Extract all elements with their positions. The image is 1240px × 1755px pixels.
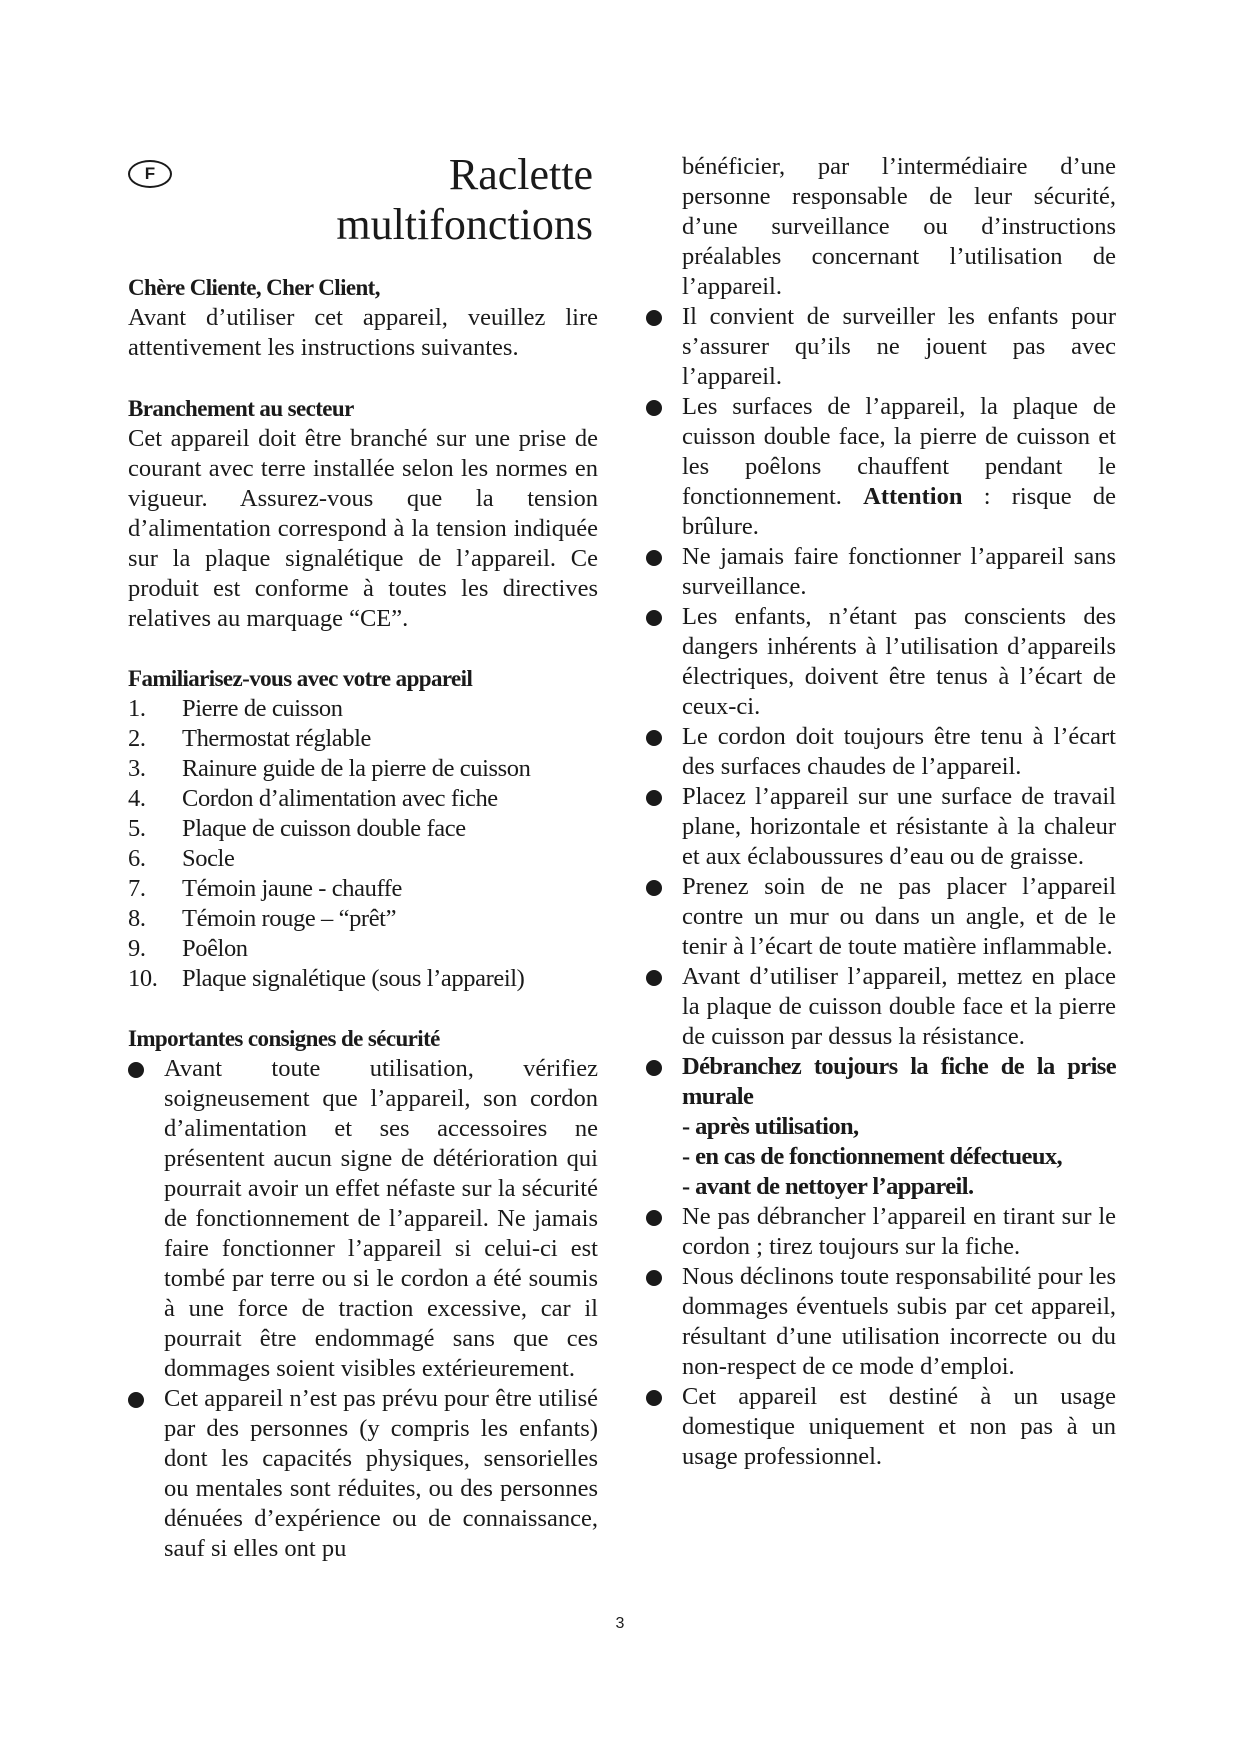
- bullet-icon: [646, 400, 662, 416]
- list-item: Nous déclinons toute responsabilité pour les dommages éventuels subis par cet appareil, résultant d’une utilisation incorrecte ou du non-respect de ce mode d’emploi.: [646, 1262, 1116, 1382]
- mains-text: Cet appareil doit être branché sur une prise de courant avec terre installée selon les normes en vigueur. Assurez-vous que la tension d’alimentation correspond à la tension indiquée sur la plaque signalétique de l’appareil. Ce produit est conforme à toutes les directives relatives au marquage “CE”.: [128, 425, 598, 632]
- list-item: 2. Thermostat réglable: [128, 725, 371, 752]
- bullet-icon: [646, 880, 662, 896]
- list-item: 3. Rainure guide de la pierre de cuisson: [128, 755, 531, 782]
- list-item: 9. Poêlon: [128, 935, 248, 962]
- page-title: [300, 150, 593, 250]
- bullet-icon: [646, 310, 662, 326]
- bullet-icon: [128, 1062, 144, 1078]
- list-item: Placez l’appareil sur une surface de travail plane, horizontale et résistante à la chaleur et aux éclaboussures d’eau ou de graisse.: [646, 782, 1116, 872]
- list-item: 6. Socle: [128, 845, 235, 872]
- unplug-case: - en cas de fonctionnement défectueux,: [682, 1143, 1063, 1170]
- list-item: Les enfants, n’étant pas conscients des dangers inhérents à l’utilisation d’appareils électriques, doivent être tenus à l’écart de ceux-ci.: [646, 602, 1116, 722]
- right-column: [646, 152, 1116, 1472]
- bullet-icon: [646, 610, 662, 626]
- title-line-2: multifonctions: [336, 200, 593, 249]
- safety-list-right: [646, 152, 1116, 1472]
- intro-text: Avant d’utiliser cet appareil, veuillez lire attentivement les instructions suivantes.: [128, 304, 598, 361]
- list-item: Ne pas débrancher l’appareil en tirant sur le cordon ; tirez toujours sur la fiche.: [646, 1202, 1116, 1262]
- list-item: Cet appareil est destiné à un usage domestique uniquement et non pas à un usage professionnel.: [646, 1382, 1116, 1472]
- bullet-icon: [646, 1270, 662, 1286]
- page-number: 3: [615, 1615, 625, 1632]
- bullet-icon: [646, 550, 662, 566]
- bullet-icon: [128, 1392, 144, 1408]
- list-item: Ne jamais faire fonctionner l’appareil sans surveillance.: [646, 542, 1116, 602]
- bullet-icon: [646, 730, 662, 746]
- mains-heading: Branchement au secteur: [128, 396, 354, 421]
- safety-heading: Importantes consignes de sécurité: [128, 1026, 440, 1051]
- bullet-icon: [646, 970, 662, 986]
- list-item: 1. Pierre de cuisson: [128, 695, 343, 722]
- list-item: Il convient de surveiller les enfants pour s’assurer qu’ils ne jouent pas avec l’appareil.: [646, 302, 1116, 392]
- language-badge: F: [128, 160, 172, 188]
- parts-section: [128, 664, 598, 994]
- bullet-icon: [646, 1210, 662, 1226]
- bullet-icon: [646, 790, 662, 806]
- unplug-cases: [682, 1112, 1116, 1202]
- list-item: 5. Plaque de cuisson double face: [128, 815, 466, 842]
- safety-section: [128, 1024, 598, 1564]
- parts-heading: Familiarisez-vous avec votre appareil: [128, 666, 473, 691]
- list-item: 4. Cordon d’alimentation avec fiche: [128, 785, 498, 812]
- list-item: Les surfaces de l’appareil, la plaque de cuisson double face, la pierre de cuisson et les poêlons chauffent pendant le fonctionnement. Attention : risque de brûlure.: [646, 392, 1116, 542]
- list-item: Avant toute utilisation, vérifiez soigneusement que l’appareil, son cordon d’alimentation et ses accessoires ne présentent aucun signe de détérioration qui pourrait avoir un effet néfaste sur la sécurité de fonctionnement de l’appareil. Ne jamais faire fonctionner l’appareil si celui-ci est tombé par terre ou si le cordon a été soumis à une force de traction excessive, car il pourrait être endommagé sans que ces dommages soient visibles extérieurement.: [128, 1054, 598, 1384]
- unplug-case: - avant de nettoyer l’appareil.: [682, 1173, 974, 1200]
- bullet-icon: [646, 1390, 662, 1406]
- list-item: 8. Témoin rouge – “prêt”: [128, 905, 397, 932]
- intro-section: [128, 273, 598, 363]
- list-item: 10. Plaque signalétique (sous l’appareil): [128, 965, 525, 992]
- attention-label: Attention: [863, 483, 963, 510]
- title-line-1: Raclette: [448, 150, 593, 199]
- list-item: Avant d’utiliser l’appareil, mettez en place la plaque de cuisson double face et la pierre de cuisson par dessus la résistance.: [646, 962, 1116, 1052]
- parts-list: [128, 694, 598, 994]
- greeting: Chère Cliente, Cher Client,: [128, 275, 380, 300]
- unplug-case: - après utilisation,: [682, 1113, 859, 1140]
- list-item-continuation: bénéficier, par l’intermédiaire d’une personne responsable de leur sécurité, d’une surveillance ou d’instructions préalables concernant l’utilisation de l’appareil.: [682, 153, 1116, 300]
- list-item: Prenez soin de ne pas placer l’appareil contre un mur ou dans un angle, et de le tenir à l’écart de toute matière inflammable.: [646, 872, 1116, 962]
- safety-list-left: [128, 1054, 598, 1564]
- list-item: 7. Témoin jaune - chauffe: [128, 875, 402, 902]
- list-item: [646, 1052, 1116, 1202]
- list-item: Cet appareil n’est pas prévu pour être utilisé par des personnes (y compris les enfants) dont les capacités physiques, sensorielles ou mentales sont réduites, ou des personnes dénuées d’expérience ou de connaissance, sauf si elles ont pu: [128, 1384, 598, 1564]
- unplug-lead: Débranchez toujours la fiche de la prise murale: [682, 1053, 1116, 1110]
- mains-section: [128, 394, 598, 634]
- bullet-icon: [646, 1060, 662, 1076]
- list-item: Le cordon doit toujours être tenu à l’écart des surfaces chaudes de l’appareil.: [646, 722, 1116, 782]
